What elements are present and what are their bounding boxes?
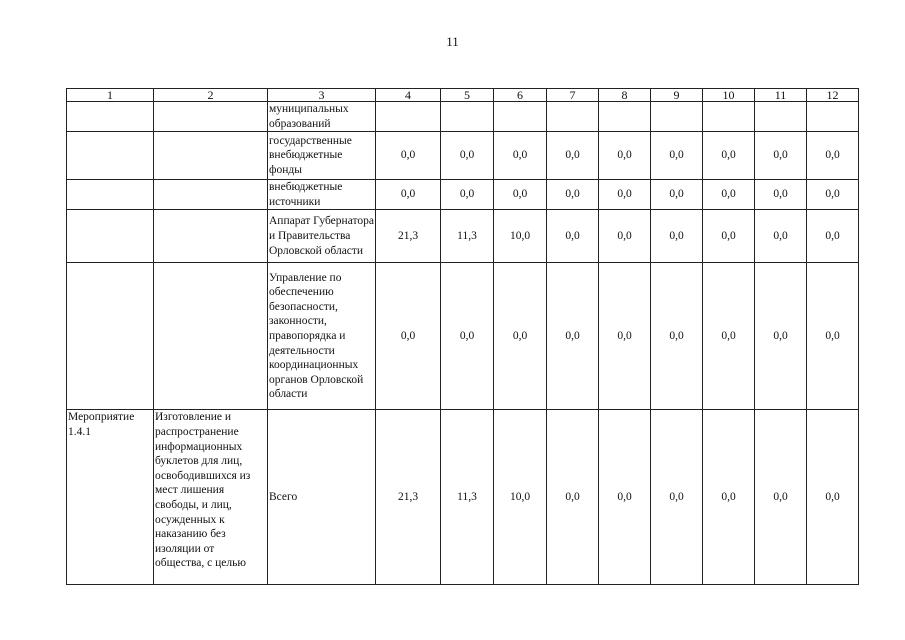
event-name-cell [154, 210, 268, 263]
column-header: 12 [807, 89, 859, 102]
column-header: 1 [67, 89, 154, 102]
table-row [67, 132, 859, 180]
column-header: 9 [651, 89, 703, 102]
value-cell: 0,0 [755, 410, 807, 585]
budget-table [66, 88, 859, 585]
value-cell [494, 102, 547, 132]
event-code-cell [67, 132, 154, 180]
table-row [67, 410, 859, 585]
value-cell: 21,3 [376, 210, 441, 263]
table-row [67, 180, 859, 210]
value-cell: 0,0 [599, 180, 651, 210]
value-cell: 0,0 [547, 263, 599, 410]
value-cell: 11,3 [441, 410, 494, 585]
event-name-cell: Изготовление и распространение информационных буклетов для лиц, освободившихся из мест лишения свободы, и лиц, осужденных к наказанию без изоляции от общества, с целью [154, 410, 268, 585]
value-cell: 0,0 [494, 180, 547, 210]
column-header: 10 [703, 89, 755, 102]
event-code-cell [67, 263, 154, 410]
value-cell: 0,0 [494, 263, 547, 410]
value-cell [376, 102, 441, 132]
value-cell: 0,0 [807, 132, 859, 180]
value-cell: 0,0 [703, 410, 755, 585]
table-row [67, 210, 859, 263]
column-header: 2 [154, 89, 268, 102]
value-cell: 0,0 [651, 132, 703, 180]
value-cell [441, 102, 494, 132]
value-cell: 0,0 [755, 132, 807, 180]
value-cell: 0,0 [755, 180, 807, 210]
value-cell: 0,0 [547, 410, 599, 585]
value-cell: 10,0 [494, 210, 547, 263]
value-cell: 0,0 [376, 132, 441, 180]
value-cell [599, 102, 651, 132]
event-name-cell [154, 180, 268, 210]
column-header: 4 [376, 89, 441, 102]
value-cell: 0,0 [755, 263, 807, 410]
value-cell: 0,0 [755, 210, 807, 263]
funding-source-cell: государственные внебюджетные фонды [268, 132, 376, 180]
value-cell [651, 102, 703, 132]
funding-source-cell: Управление по обеспечению безопасности, законности, правопорядка и деятельности координационных органов Орловской области [268, 263, 376, 410]
value-cell: 0,0 [703, 180, 755, 210]
value-cell: 0,0 [807, 210, 859, 263]
event-name-cell [154, 132, 268, 180]
funding-source-cell: Всего [268, 410, 376, 585]
page-number: 11 [446, 34, 459, 49]
value-cell [547, 102, 599, 132]
value-cell: 0,0 [651, 180, 703, 210]
value-cell [755, 102, 807, 132]
funding-source-cell: муниципальных образований [268, 102, 376, 132]
column-header: 11 [755, 89, 807, 102]
value-cell: 0,0 [807, 410, 859, 585]
event-name-cell [154, 263, 268, 410]
value-cell: 0,0 [703, 132, 755, 180]
value-cell [807, 102, 859, 132]
value-cell: 10,0 [494, 410, 547, 585]
value-cell: 0,0 [651, 210, 703, 263]
value-cell: 0,0 [651, 263, 703, 410]
event-code-cell [67, 180, 154, 210]
value-cell: 0,0 [807, 263, 859, 410]
column-header: 5 [441, 89, 494, 102]
funding-source-cell: внебюджетные источники [268, 180, 376, 210]
table-row [67, 263, 859, 410]
event-code-cell: Мероприятие 1.4.1 [67, 410, 154, 585]
value-cell: 0,0 [547, 180, 599, 210]
value-cell: 0,0 [376, 263, 441, 410]
value-cell: 11,3 [441, 210, 494, 263]
value-cell: 0,0 [599, 410, 651, 585]
value-cell: 0,0 [494, 132, 547, 180]
event-code-cell [67, 210, 154, 263]
column-header: 7 [547, 89, 599, 102]
value-cell: 0,0 [599, 132, 651, 180]
column-header: 3 [268, 89, 376, 102]
value-cell: 0,0 [547, 132, 599, 180]
value-cell: 0,0 [441, 263, 494, 410]
value-cell: 0,0 [703, 263, 755, 410]
event-code-cell [67, 102, 154, 132]
value-cell: 0,0 [703, 210, 755, 263]
value-cell: 0,0 [441, 180, 494, 210]
value-cell: 21,3 [376, 410, 441, 585]
value-cell: 0,0 [599, 210, 651, 263]
value-cell: 0,0 [441, 132, 494, 180]
value-cell: 0,0 [376, 180, 441, 210]
event-name-cell [154, 102, 268, 132]
value-cell [703, 102, 755, 132]
column-header: 8 [599, 89, 651, 102]
table-header-row [67, 89, 859, 102]
column-header: 6 [494, 89, 547, 102]
value-cell: 0,0 [599, 263, 651, 410]
value-cell: 0,0 [547, 210, 599, 263]
funding-source-cell: Аппарат Губернатора и Правительства Орловской области [268, 210, 376, 263]
value-cell: 0,0 [651, 410, 703, 585]
table-row [67, 102, 859, 132]
value-cell: 0,0 [807, 180, 859, 210]
